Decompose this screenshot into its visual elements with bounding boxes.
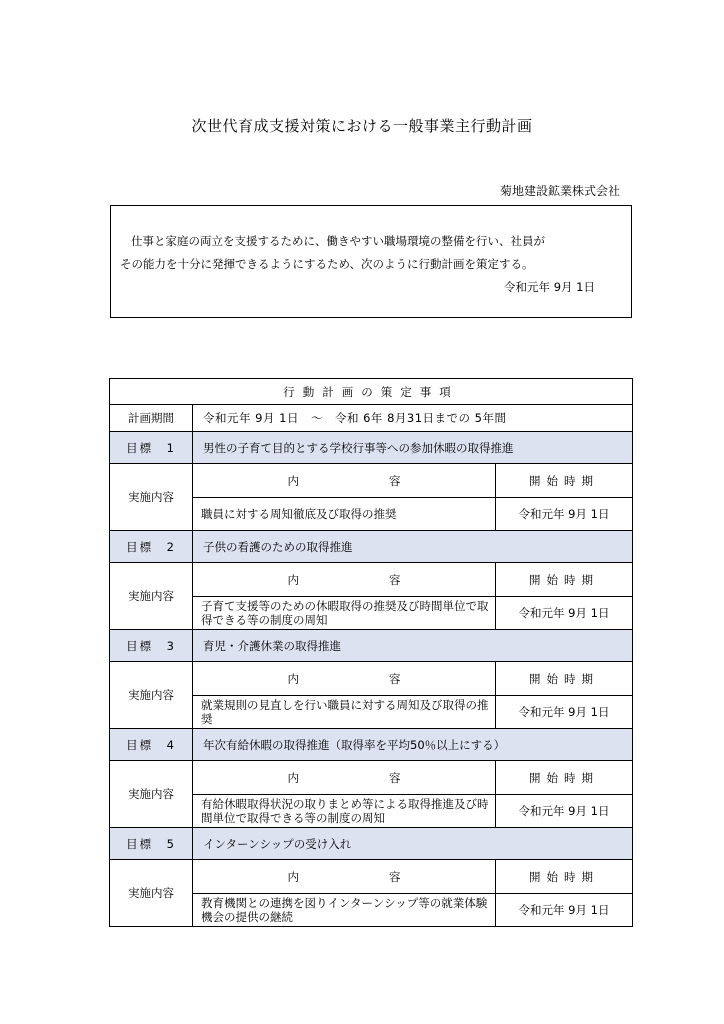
document-title: 次世代育成支援対策における一般事業主行動計画 — [191, 117, 533, 135]
content-header-char-1: 内 — [287, 671, 299, 686]
content-header-char-2: 容 — [388, 572, 401, 587]
goal-5-start-header: 開始時期 — [495, 860, 632, 894]
intro-box — [110, 205, 632, 318]
goal-1-label: 目標 1 — [110, 432, 193, 464]
goal-4-item-text: 有給休暇取得状況の取りまとめ等による取得推進及び時間単位で取得できる等の制度の周知 — [193, 795, 496, 828]
goal-2-label: 目標 2 — [110, 531, 193, 563]
goal-3-start-header: 開始時期 — [495, 662, 632, 696]
action-plan-table — [109, 378, 633, 927]
goal-4-start-header: 開始時期 — [495, 761, 632, 795]
goal-4-content-header — [193, 761, 496, 795]
intro-text-line-2: その能力を十分に発揮できるようにするため、次のように行動計画を策定する。 — [120, 257, 534, 271]
goal-1-start-date: 令和元年 9月 1日 — [495, 498, 632, 531]
goal-1-impl-label: 実施内容 — [110, 464, 193, 531]
goal-3-content-header — [193, 662, 496, 696]
goal-1-start-header: 開始時期 — [495, 464, 632, 498]
content-header-char-1: 内 — [287, 572, 299, 587]
goal-5-item-text: 教育機関との連携を図りインターンシップ等の就業体験機会の提供の継続 — [193, 894, 496, 927]
period-value: 令和元年 9月 1日 ～ 令和 6年 8月31日までの 5年間 — [193, 405, 633, 432]
goal-1-item-text: 職員に対する周知徹底及び取得の推奨 — [193, 498, 496, 531]
content-header-char-2: 容 — [388, 770, 401, 785]
goal-2-impl-label: 実施内容 — [110, 563, 193, 630]
goal-4-label: 目標 4 — [110, 729, 193, 761]
goal-3-item-text: 就業規則の見直しを行い職員に対する周知及び取得の推奨 — [193, 696, 496, 729]
goal-5-impl-label: 実施内容 — [110, 860, 193, 927]
goal-5-start-date: 令和元年 9月 1日 — [495, 894, 632, 927]
goal-4-text: 年次有給休暇の取得推進（取得率を平均50％以上にする） — [193, 729, 633, 761]
goal-2-start-header: 開始時期 — [495, 563, 632, 597]
goal-3-start-date: 令和元年 9月 1日 — [495, 696, 632, 729]
goal-2-start-date: 令和元年 9月 1日 — [495, 597, 632, 630]
goal-1-text: 男性の子育て目的とする学校行事等への参加休暇の取得推進 — [193, 432, 633, 464]
goal-2-item-text: 子育て支援等のための休暇取得の推奨及び時間単位で取得できる等の制度の周知 — [193, 597, 496, 630]
goal-3-text: 育児・介護休業の取得推進 — [193, 630, 633, 662]
period-label: 計画期間 — [110, 405, 193, 432]
goal-3-label: 目標 3 — [110, 630, 193, 662]
content-header-char-1: 内 — [287, 770, 299, 785]
content-header-char-2: 容 — [388, 671, 401, 686]
table-header: 行動計画の策定事項 — [110, 379, 633, 405]
content-header-char-1: 内 — [287, 869, 299, 884]
goal-3-impl-label: 実施内容 — [110, 662, 193, 729]
goal-2-content-header — [193, 563, 496, 597]
content-header-char-1: 内 — [287, 473, 299, 488]
goal-5-content-header — [193, 860, 496, 894]
goal-5-text: インターンシップの受け入れ — [193, 828, 633, 860]
goal-5-label: 目標 5 — [110, 828, 193, 860]
intro-date: 令和元年 9月 1日 — [504, 280, 595, 294]
content-header-char-2: 容 — [388, 473, 401, 488]
goal-2-text: 子供の看護のための取得推進 — [193, 531, 633, 563]
company-name: 菊地建設鉱業株式会社 — [499, 184, 620, 198]
content-header-char-2: 容 — [388, 869, 401, 884]
goal-4-start-date: 令和元年 9月 1日 — [495, 795, 632, 828]
goal-4-impl-label: 実施内容 — [110, 761, 193, 828]
goal-1-content-header — [193, 464, 496, 498]
intro-text-line-1: 仕事と家庭の両立を支援するために、働きやすい職場環境の整備を行い、社員が — [131, 234, 545, 248]
